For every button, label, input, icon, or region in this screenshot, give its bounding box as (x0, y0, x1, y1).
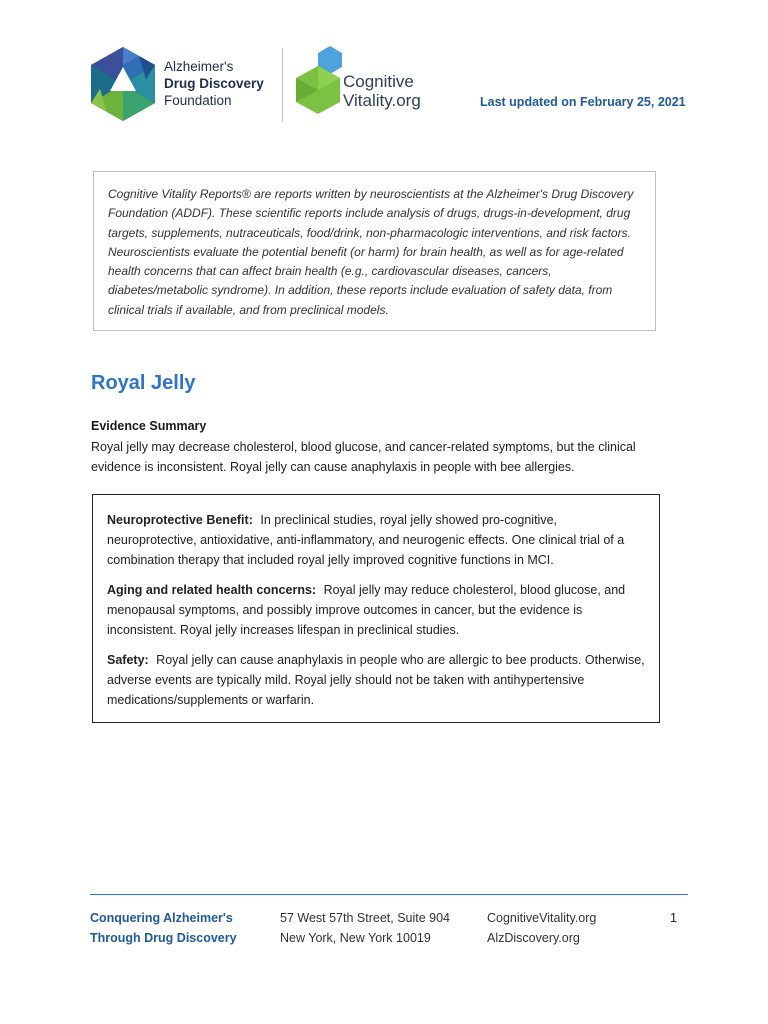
safety-text: Royal jelly can cause anaphylaxis in people who are allergic to bee products. Otherwise, adverse events are typically mild. Royal jelly should not be taken with antihypertensive medications/supplements or warfarin. (107, 653, 645, 707)
footer-web-link-alzdiscovery[interactable]: AlzDiscovery.org (487, 931, 580, 945)
cognitive-vitality-logo-icon (294, 44, 350, 116)
footer-address-line2: New York, New York 10019 (280, 931, 431, 945)
addf-name-line2: Drug Discovery (164, 76, 264, 91)
neuroprotective-benefit-label: Neuroprotective Benefit: (107, 513, 253, 527)
safety-label: Safety: (107, 653, 149, 667)
footer-rule (90, 894, 688, 895)
addf-name-line3: Foundation (164, 93, 232, 108)
footer-address-line1: 57 West 57th Street, Suite 904 (280, 911, 451, 925)
report-title: Royal Jelly (91, 372, 196, 394)
footer-tagline (90, 908, 237, 948)
header-divider (282, 48, 283, 122)
footer-tagline-line1: Conquering Alzheimer's (90, 911, 233, 925)
evidence-summary-text: Royal jelly may decrease cholesterol, blood glucose, and cancer-related symptoms, but the clinical evidence is inconsistent. Royal jelly can cause anaphylaxis in people with bee allergies. (91, 440, 636, 474)
cv-name-line2: Vitality.org (343, 91, 421, 110)
evidence-summary-heading: Evidence Summary (91, 419, 207, 433)
addf-logo-icon (88, 45, 158, 123)
aging-health-concerns-label: Aging and related health concerns: (107, 583, 317, 597)
cv-wordmark (343, 72, 421, 110)
footer-address (280, 908, 450, 948)
neuroprotective-benefit-text: In preclinical studies, royal jelly showed pro-cognitive, neuroprotective, antioxidative, anti-inflammatory, and neurogenic effects. One clinical trial of a combination therapy that included royal jelly improved cognitive functions in MCI. (107, 513, 625, 567)
safety-paragraph (107, 650, 645, 710)
footer-tagline-line2: Through Drug Discovery (90, 931, 237, 945)
aging-health-concerns-text: Royal jelly may reduce cholesterol, blood glucose, and menopausal symptoms, and possibly improve outcomes in cancer, but the evidence is inconsistent. Royal jelly increases lifespan in preclinical studies. (107, 583, 626, 637)
footer-websites (487, 908, 596, 948)
summary-box (92, 494, 660, 723)
addf-name-line1: Alzheimer's (164, 59, 234, 74)
cv-name-line1: Cognitive (343, 72, 414, 91)
addf-wordmark (164, 58, 264, 109)
aging-health-concerns-paragraph (107, 580, 645, 640)
intro-box: Cognitive Vitality Reports® are reports written by neuroscientists at the Alzheimer's Drug Discovery Foundation (ADDF). These scientific reports include analysis of drugs, drugs-in-development, drug targets, supplements, nutraceuticals, food/drink, non-pharmacologic interventions, and risk factors. Neuroscientists evaluate the potential benefit (or harm) for brain health, as well as for age-related health concerns that can affect brain health (e.g., cardiovascular diseases, cancers, diabetes/metabolic syndrome). In addition, these reports include evaluation of safety data, from clinical trials if available, and from preclinical models. (93, 171, 656, 331)
page-number: 1 (670, 911, 677, 925)
footer-web-link-cognitive-vitality[interactable]: CognitiveVitality.org (487, 911, 597, 925)
last-updated-date: Last updated on February 25, 2021 (480, 95, 686, 109)
neuroprotective-benefit-paragraph (107, 510, 645, 570)
